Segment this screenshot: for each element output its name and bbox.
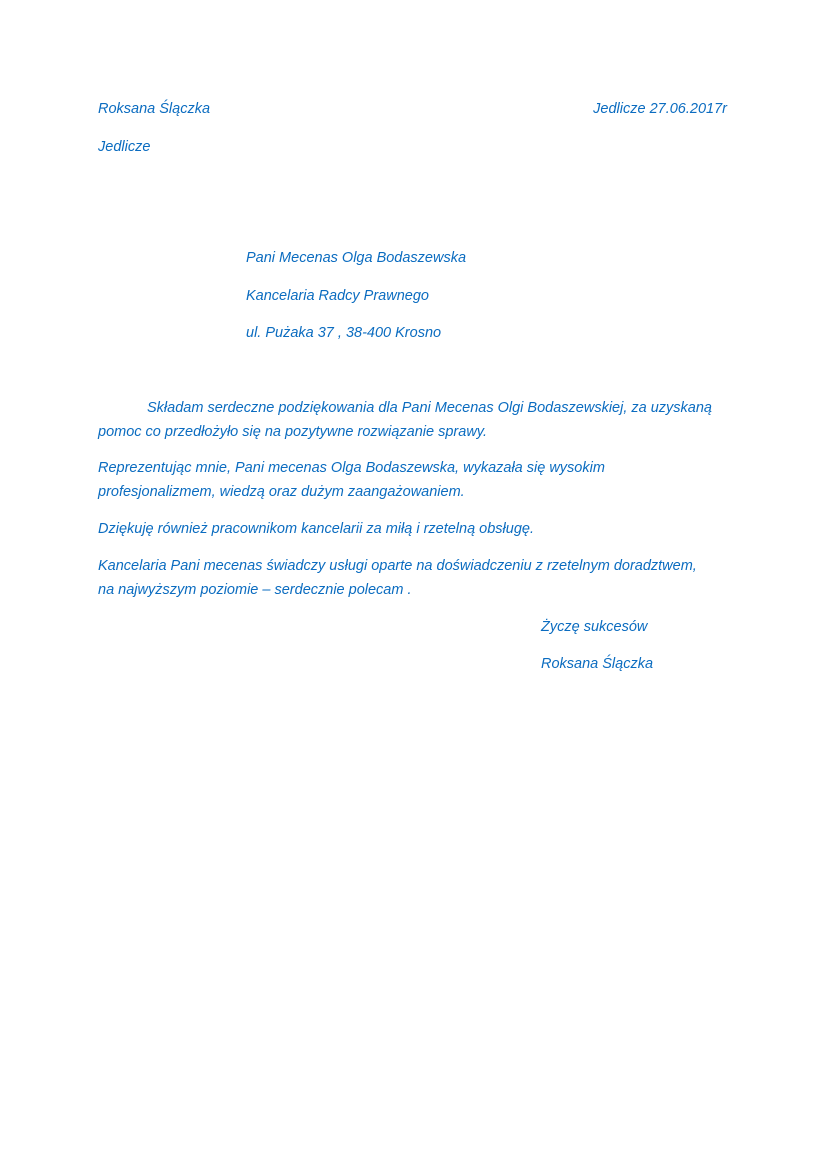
paragraph-line: Kancelaria Pani mecenas świadczy usługi oparte na doświadczeniu z rzetelnym doradztwem, bbox=[98, 558, 697, 574]
paragraph-recommendation bbox=[98, 554, 730, 602]
paragraph-representation bbox=[98, 456, 730, 504]
signature-name: Roksana Ślączka bbox=[541, 656, 654, 672]
sender-city: Jedlicze bbox=[98, 139, 151, 155]
recipient-address: ul. Pużaka 37 , 38-400 Krosno bbox=[246, 325, 442, 341]
paragraph-thanks bbox=[98, 396, 730, 444]
paragraph-line: profesjonalizmem, wiedzą oraz dużym zaangażowaniem. bbox=[98, 484, 465, 500]
recipient-name: Pani Mecenas Olga Bodaszewska bbox=[246, 250, 467, 266]
paragraph-line: na najwyższym poziomie – serdecznie polecam . bbox=[98, 582, 412, 598]
paragraph-line: Dziękuję również pracownikom kancelarii za miłą i rzetelną obsługę. bbox=[98, 521, 534, 537]
paragraph-line: pomoc co przedłożyło się na pozytywne rozwiązanie sprawy. bbox=[98, 424, 487, 440]
sender-name: Roksana Ślączka bbox=[98, 101, 211, 117]
paragraph-line: Reprezentując mnie, Pani mecenas Olga Bodaszewska, wykazała się wysokim bbox=[98, 460, 605, 476]
paragraph-line: Składam serdeczne podziękowania dla Pani Mecenas Olgi Bodaszewskiej, za uzyskaną bbox=[147, 400, 712, 416]
closing-phrase: Życzę sukcesów bbox=[541, 619, 648, 635]
paragraph-staff-thanks bbox=[98, 517, 730, 541]
date-line: Jedlicze 27.06.2017r bbox=[593, 101, 727, 117]
recipient-office: Kancelaria Radcy Prawnego bbox=[246, 288, 429, 304]
